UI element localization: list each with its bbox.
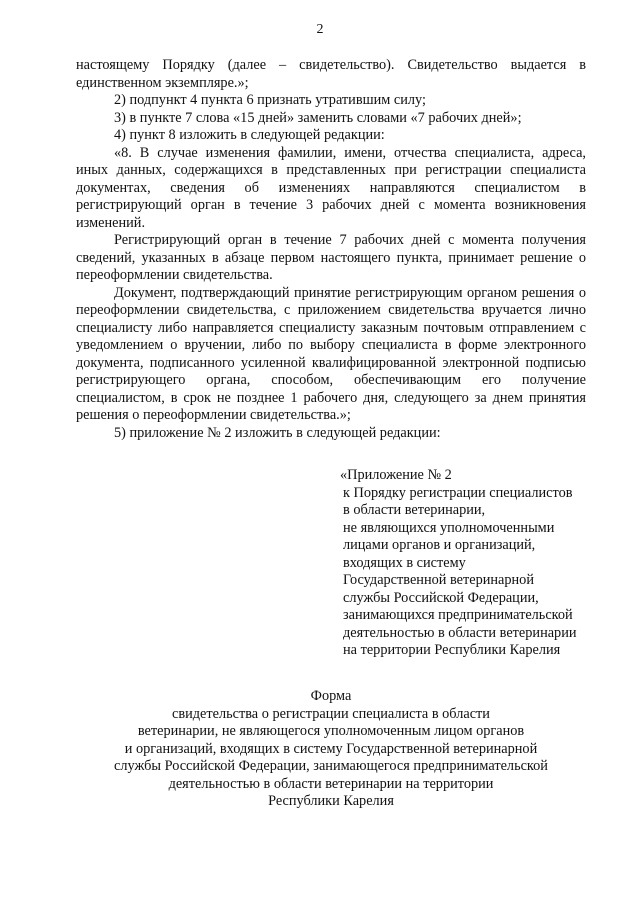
appendix-line: не являющихся уполномоченными (343, 519, 555, 536)
appendix-line: службы Российской Федерации, (343, 589, 539, 606)
paragraph: 2) подпункт 4 пункта 6 признать утратившим силу; (114, 92, 426, 108)
appendix-line: к Порядку регистрации специалистов (343, 484, 573, 501)
form-title (76, 688, 586, 811)
form-title-line: службы Российской Федерации, занимающегося предпринимательской (114, 758, 548, 774)
appendix-line: входящих в систему (343, 554, 466, 571)
form-title-line: ветеринарии, не являющегося уполномоченным лицом органов (137, 723, 525, 739)
paragraph: Документ, подтверждающий принятие регистрирующим органом решения о переоформлении свидетельства, с приложением свидетельства вручается лично специалисту либо направляется специалисту заказным почтовым отправлением с уведомлением о вручении, либо по выбору специалиста в форме электронного документа, подписанного усиленной квалифицированной электронной подписью регистрирующего органа, способом, обеспечивающим его получение специалистом, в срок не позднее 1 рабочего дня, следующего за днем принятия решения о переоформлении свидетельства.»; (76, 284, 586, 423)
appendix-header (340, 467, 603, 660)
paragraph: 4) пункт 8 изложить в следующей редакции: (114, 127, 385, 143)
appendix-line: занимающихся предпринимательской (343, 607, 573, 623)
form-title-line: свидетельства о регистрации специалиста в области (172, 705, 490, 722)
appendix-line: деятельностью в области ветеринарии (343, 624, 577, 641)
appendix-line: в области ветеринарии, (343, 502, 486, 518)
paragraph: 3) в пункте 7 слова «15 дней» заменить словами «7 рабочих дней»; (114, 109, 522, 126)
appendix-line: Государственной ветеринарной (343, 572, 534, 588)
form-title-line: Форма (310, 688, 352, 704)
appendix-line: «Приложение № 2 (340, 467, 452, 483)
appendix-line: на территории Республики Карелия (343, 642, 561, 658)
form-title-line: и организаций, входящих в систему Государственной ветеринарной (124, 740, 538, 757)
paragraph: настоящему Порядку (далее – свидетельство). Свидетельство выдается в единственном экземпляре.»; (76, 57, 586, 91)
page-number: 2 (316, 22, 324, 37)
paragraph: «8. В случае изменения фамилии, имени, отчества специалиста, адреса, иных данных, содержащихся в представленных при регистрации специалиста документах, сведения об изменениях направляются специалистом в регистрирующий орган в течение 3 рабочих дней с момента возникновения изменений. (76, 144, 586, 231)
paragraph: Регистрирующий орган в течение 7 рабочих дней с момента получения сведений, указанных в абзаце первом настоящего пункта, принимает решение о переоформлении свидетельства. (76, 232, 586, 283)
form-title-line: Республики Карелия (268, 793, 394, 809)
appendix-line: лицами органов и организаций, (343, 537, 536, 553)
form-title-line: деятельностью в области ветеринарии на территории (168, 775, 494, 792)
paragraph: 5) приложение № 2 изложить в следующей редакции: (114, 424, 441, 441)
body-text (76, 57, 586, 442)
